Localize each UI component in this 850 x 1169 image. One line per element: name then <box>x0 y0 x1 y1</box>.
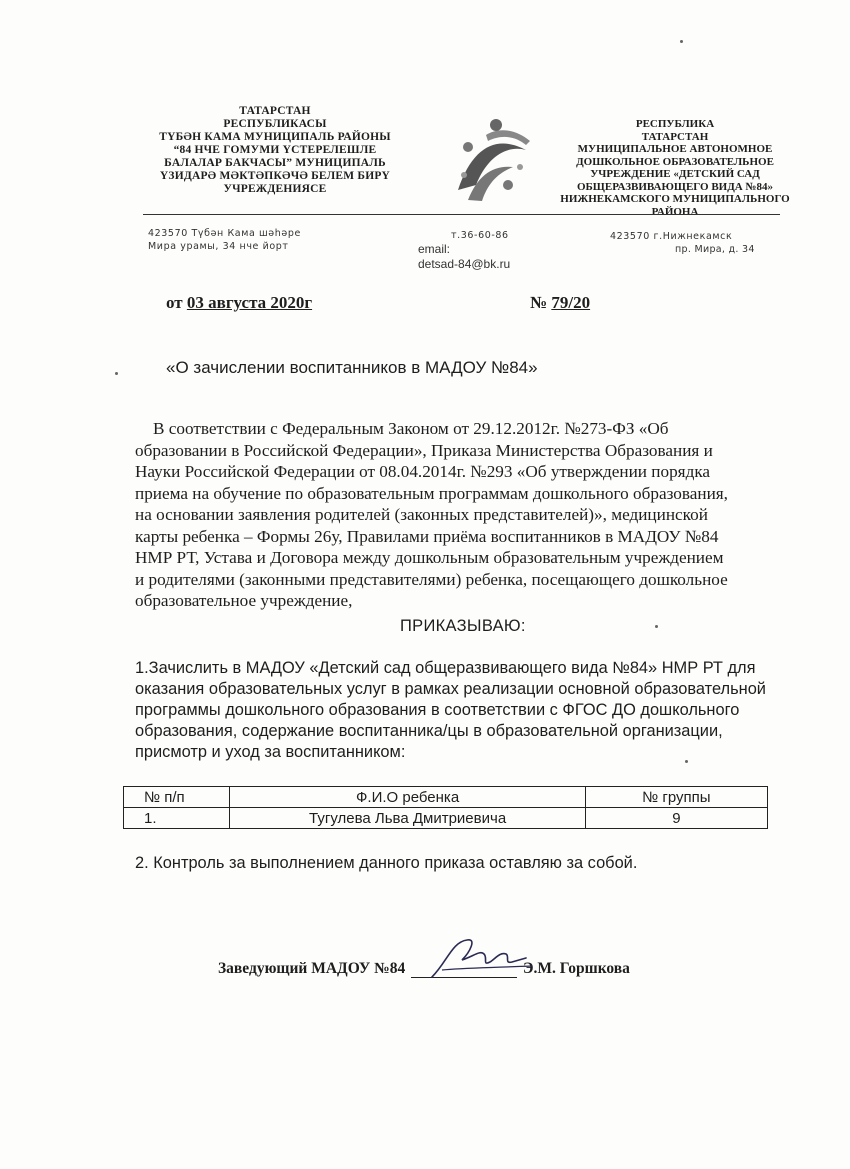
item-line: 1.Зачислить в МАДОУ «Детский сад общеразвивающего вида №84» НМР РТ для <box>135 659 756 677</box>
header-right-line: ДОШКОЛЬНОЕ ОБРАЗОВАТЕЛЬНОЕ <box>576 155 774 168</box>
column-header: Ф.И.О ребенка <box>230 787 585 808</box>
preamble-line: образовательное учреждение, <box>135 591 353 610</box>
preamble-line: и родителями (законными представителями) ребенка, посещающего дошкольное <box>135 569 728 589</box>
preamble-line: карты ребенка – Формы 26у, Правилами приёма воспитанников в МАДОУ №84 <box>135 526 719 546</box>
header-right-line: РАЙОНА <box>651 205 699 218</box>
order-subject: «О зачислении воспитанников в МАДОУ №84» <box>166 358 538 377</box>
header-right-line: МУНИЦИПАЛЬНОЕ АВТОНОМНОЕ <box>577 143 773 155</box>
table-row <box>124 808 768 829</box>
column-header: № группы <box>585 787 767 808</box>
order-keyword: ПРИКАЗЫВАЮ: <box>400 617 526 635</box>
preamble-line: на основании заявления родителей (законных представителей)», медицинской <box>135 505 708 524</box>
header-tatar-org-name <box>150 105 400 196</box>
scan-speck <box>115 372 118 375</box>
preamble-line: Науки Российской Федерации от 08.04.2014г. №293 «Об утверждении порядка <box>135 462 711 481</box>
email-label: email: <box>418 242 451 256</box>
order-item-1 <box>135 658 795 763</box>
address-line: пр. Мира, д. 34 <box>675 244 755 255</box>
column-header: № п/п <box>124 787 230 808</box>
preamble-line: приема на обучение по образовательным программам дошкольного образования, <box>135 483 728 503</box>
phone-number: т.36-60-86 <box>451 230 509 241</box>
handwritten-signature-icon <box>422 932 542 992</box>
header-right-line: ОБЩЕРАЗВИВАЮЩЕГО ВИДА №84» <box>576 180 774 193</box>
preamble-paragraph <box>135 418 795 612</box>
header-right-line: НИЖНЕКАМСКОГО МУНИЦИПАЛЬНОГО <box>560 193 790 205</box>
header-left-line: ТАТАРСТАН <box>239 105 311 117</box>
preamble-line: образовании в Российской Федерации», Приказа Министерства Образования и <box>135 440 713 460</box>
address-line: 423570 г.Нижнекамск <box>610 231 733 242</box>
preamble-line: В соответствии с Федеральным Законом от 29.12.2012г. №273-ФЗ «Об <box>153 419 669 438</box>
kindergarten-logo-icon <box>438 105 536 205</box>
header-left-line: ҮЗИДАРӘ МӘКТӘПКӘЧӘ БЕЛЕМ БИРҮ <box>159 170 391 182</box>
header-left-line: БАЛАЛАР БАКЧАСЫ” МУНИЦИПАЛЬ <box>164 157 386 169</box>
header-divider <box>143 214 780 215</box>
address-line: 423570 Түбән Кама шәһәре <box>148 228 301 239</box>
table-cell: 9 <box>585 808 767 829</box>
address-tatar <box>148 227 301 253</box>
preamble-line: НМР РТ, Устава и Договора между дошкольным образовательным учреждением <box>135 548 724 567</box>
header-left-line: РЕСПУБЛИКАСЫ <box>223 118 327 130</box>
item-line: присмотр и уход за воспитанником: <box>135 743 406 761</box>
number-prefix: № <box>530 293 548 312</box>
date-value: 03 августа 2020г <box>186 293 313 312</box>
number-value: 79/20 <box>551 293 591 312</box>
header-russian-org-name <box>550 118 800 218</box>
header-left-line: ТҮБӘН КАМА МУНИЦИПАЛЬ РАЙОНЫ <box>159 131 391 143</box>
header-right-line: УЧРЕЖДЕНИЕ «ДЕТСКИЙ САД <box>590 168 760 180</box>
table-cell: 1. <box>124 808 230 829</box>
address-line: Мира урамы, 34 нче йорт <box>148 241 289 252</box>
item-line: образования, содержание воспитанника/цы в образовательной организации, <box>135 722 723 740</box>
order-number <box>530 293 590 313</box>
item-line: программы дошкольного образования в соответствии с ФГОС ДО дошкольного <box>135 701 740 719</box>
header-left-line: УЧРЕЖДЕНИЯСЕ <box>223 183 327 195</box>
scan-speck <box>680 40 683 43</box>
item-line: оказания образовательных услуг в рамках реализации основной образовательной <box>135 680 766 698</box>
table-cell: Тугулева Льва Дмитриевича <box>230 808 585 829</box>
address-russian <box>610 230 755 256</box>
order-date <box>166 293 312 313</box>
signer-title: Заведующий МАДОУ №84 <box>218 960 406 977</box>
date-prefix: от <box>166 293 183 312</box>
order-item-2: 2. Контроль за выполнением данного приказа оставляю за собой. <box>135 854 638 872</box>
header-right-line: РЕСПУБЛИКА <box>635 118 715 130</box>
scan-speck <box>685 760 688 763</box>
signer-name: Э.М. Горшкова <box>522 960 630 977</box>
header-right-line: ТАТАРСТАН <box>641 130 709 143</box>
scan-speck <box>655 625 658 628</box>
children-table <box>123 786 768 829</box>
contacts <box>418 229 510 272</box>
header-left-line: “84 НЧЕ ГОМУМИ ҮСТЕРЕЛЕШЛЕ <box>173 144 377 156</box>
email-address: detsad-84@bk.ru <box>418 257 511 271</box>
table-header-row <box>124 787 768 808</box>
